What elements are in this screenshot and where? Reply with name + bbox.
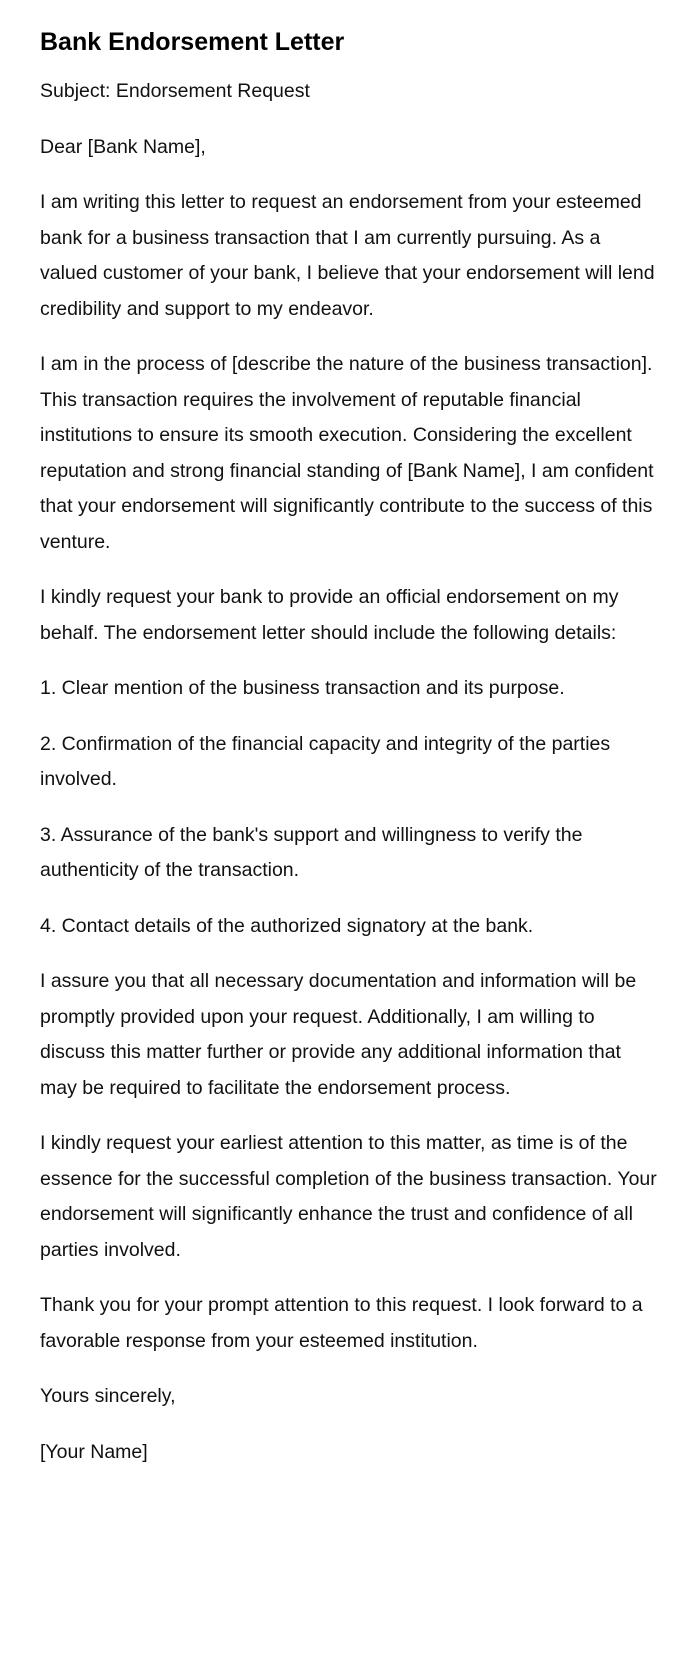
list-item-3: 3. Assurance of the bank's support and willingness to verify the authenticity of the transaction. (40, 823, 583, 881)
body-paragraph-thanks: Thank you for your prompt attention to this request. I look forward to a favorable response from your esteemed institution. (40, 1294, 643, 1352)
list-item-2: 2. Confirmation of the financial capacity and integrity of the parties involved. (40, 732, 611, 790)
signature-name: [Your Name] (40, 1440, 148, 1463)
salutation: Dear [Bank Name], (40, 135, 206, 158)
body-paragraph-urgency: I kindly request your earliest attention to this matter, as time is of the essence for the successful completion of the business transaction. Your endorsement will significantly enhance the trust and confidence of all parties involved. (40, 1132, 657, 1261)
body-paragraph-transaction: I am in the process of [describe the nature of the business transaction]. This transaction requires the involvement of reputable financial institutions to ensure its smooth execution. Considering the excellent reputation and strong financial standing of [Bank Name], I am confident that your endorsement will significantly contribute to the success of this venture. (40, 353, 654, 553)
list-item-4: 4. Contact details of the authorized signatory at the bank. (40, 914, 534, 937)
body-paragraph-request: I kindly request your bank to provide an official endorsement on my behalf. The endorsement letter should include the following details: (40, 586, 619, 644)
body-paragraph-intro: I am writing this letter to request an endorsement from your esteemed bank for a business transaction that I am currently pursuing. As a valued customer of your bank, I believe that your endorsement will lend credibility and support to my endeavor. (40, 191, 655, 320)
body-paragraph-assurance: I assure you that all necessary documentation and information will be promptly provided upon your request. Additionally, I am willing to discuss this matter further or provide any additional information that may be required to facilitate the endorsement process. (40, 970, 637, 1099)
subject-line: Subject: Endorsement Request (40, 80, 310, 102)
list-item-1: 1. Clear mention of the business transaction and its purpose. (40, 677, 565, 699)
closing: Yours sincerely, (40, 1385, 176, 1407)
document-title: Bank Endorsement Letter (40, 28, 345, 56)
